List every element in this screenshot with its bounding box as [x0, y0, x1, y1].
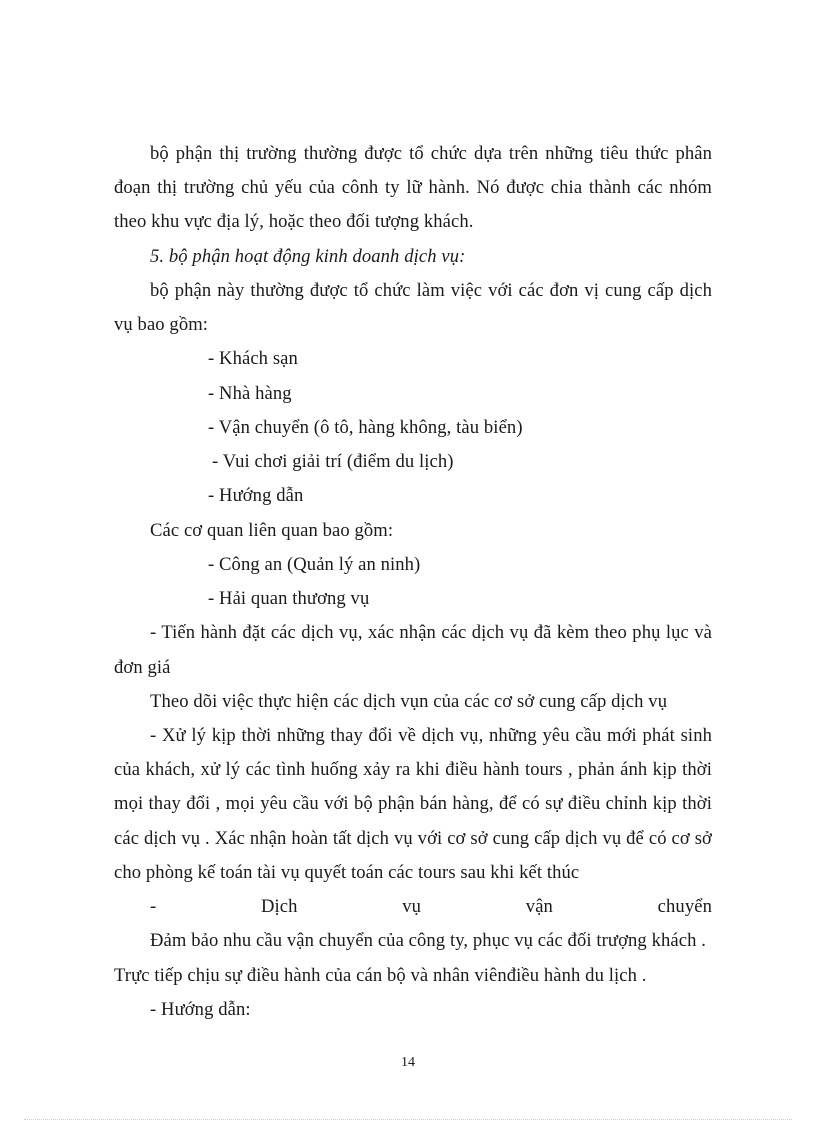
paragraph-line: cho phòng kế toán tài vụ quyết toán các tours sau khi kết thúc	[114, 862, 580, 883]
paragraph-line: đoạn thị trường chủ yếu của cônh ty lữ hành. Nó được chia thành các nhóm	[114, 177, 712, 198]
list-item: - Khách sạn	[208, 348, 298, 369]
paragraph-line: mọi thay đổi , mọi yêu cầu với bộ phận bán hàng, để có sự điều chỉnh kịp thời	[114, 793, 712, 814]
list-item: - Hải quan thương vụ	[208, 588, 370, 609]
paragraph-line: đơn giá	[114, 657, 171, 678]
paragraph-line: vụ bao gồm:	[114, 314, 209, 335]
paragraph-line: của khách, xử lý các tình huống xảy ra khi điều hành tours , phản ánh kịp thời	[114, 759, 712, 780]
paragraph-line: theo khu vực địa lý, hoặc theo đối tượng khách.	[114, 211, 474, 232]
list-item: - Công an (Quản lý an ninh)	[208, 554, 421, 575]
paragraph-line: Theo dõi việc thực hiện các dịch vụn của các cơ sở cung cấp dịch vụ	[150, 691, 668, 712]
paragraph-line: bộ phận này thường được tổ chức làm việc với các đơn vị cung cấp dịch	[150, 280, 712, 301]
paragraph-line: - Xử lý kịp thời những thay đổi về dịch vụ, những yêu cầu mới phát sinh	[150, 725, 712, 746]
spaced-word: vận	[525, 896, 553, 917]
page-number: 14	[401, 1055, 415, 1070]
paragraph-line: - Tiến hành đặt các dịch vụ, xác nhận các dịch vụ đã kèm theo phụ lục và	[150, 622, 712, 643]
paragraph-line: Đảm bảo nhu cầu vận chuyển của công ty, phục vụ các đối trượng khách .	[150, 930, 706, 951]
list-item: - Nhà hàng	[208, 383, 292, 404]
section-heading: 5. bộ phận hoạt động kinh doanh dịch vụ:	[150, 246, 466, 267]
spaced-word: -	[150, 896, 157, 917]
paragraph-line: Trực tiếp chịu sự điều hành của cán bộ và nhân viênđiều hành du lịch .	[114, 965, 647, 986]
page-bottom-divider	[24, 1119, 792, 1120]
paragraph-line: bộ phận thị trường thường được tổ chức dựa trên những tiêu thức phân	[150, 143, 712, 164]
spaced-word: chuyển	[657, 896, 712, 917]
paragraph-line: các dịch vụ . Xác nhận hoàn tất dịch vụ với cơ sở cung cấp dịch vụ để có cơ sở	[114, 828, 712, 849]
list-item: - Hướng dẫn	[208, 485, 304, 506]
spaced-heading-line	[150, 895, 712, 919]
paragraph-line: - Hướng dẫn:	[150, 999, 251, 1020]
list-item: - Vui chơi giải trí (điểm du lịch)	[212, 451, 454, 472]
list-item: - Vận chuyển (ô tô, hàng không, tàu biển)	[208, 417, 523, 438]
paragraph-line: Các cơ quan liên quan bao gồm:	[150, 520, 394, 541]
spaced-word: vụ	[402, 896, 422, 917]
spaced-word: Dịch	[261, 896, 298, 917]
